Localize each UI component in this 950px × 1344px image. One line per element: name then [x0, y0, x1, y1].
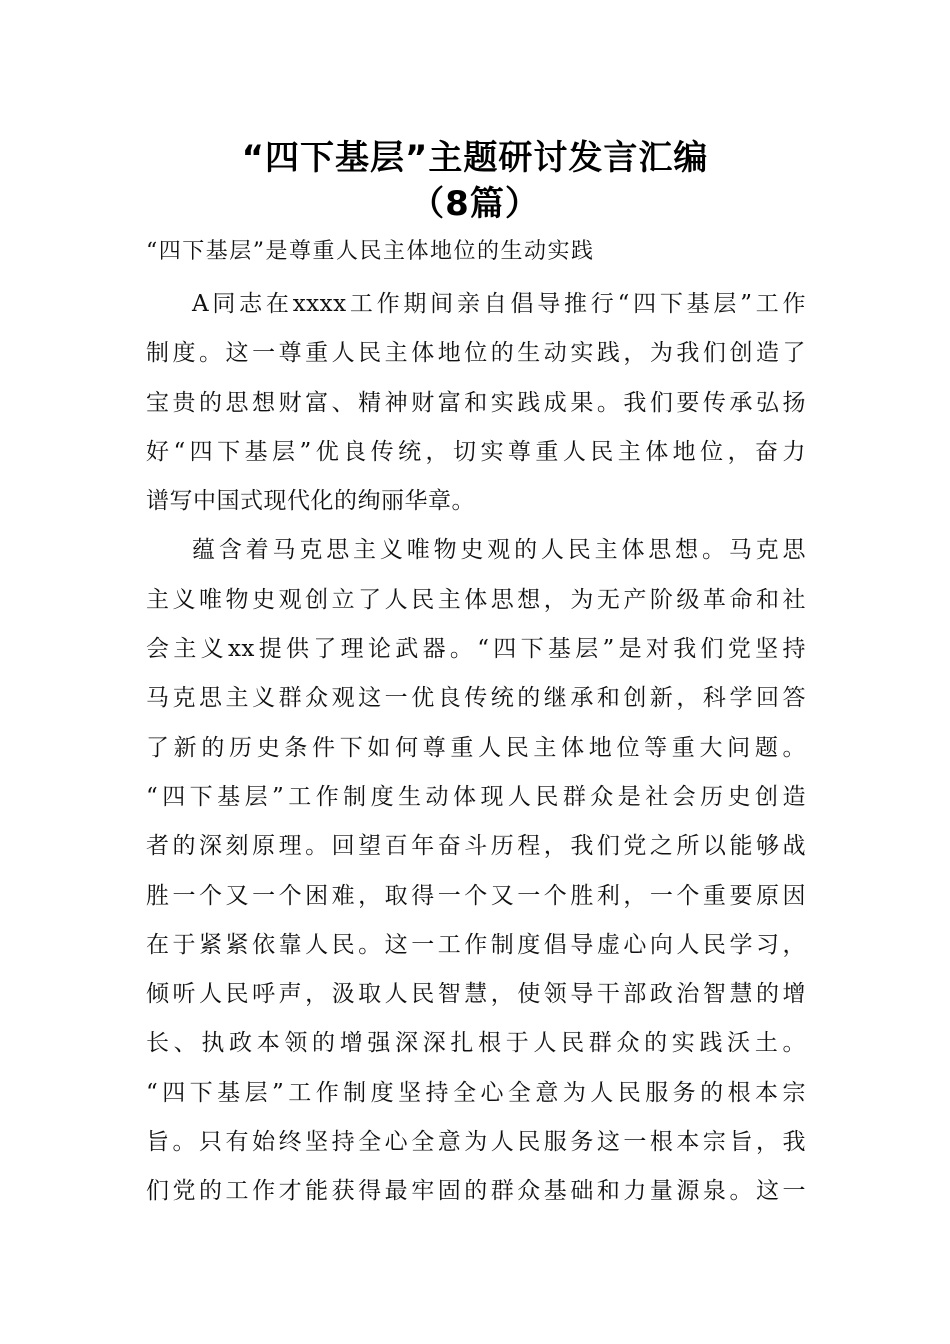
paragraph-line: 胜一个又一个困难，取得一个又一个胜利，一个重要原因	[146, 882, 806, 909]
paragraph-line: 好“四下基层”优良传统，切实尊重人民主体地位，奋力	[146, 438, 806, 465]
paragraph-line: 会主义xx提供了理论武器。“四下基层”是对我们党坚持	[146, 636, 806, 663]
paragraph-line: 者的深刻原理。回望百年奋斗历程，我们党之所以能够战	[146, 833, 806, 860]
paragraph-line: A同志在xxxx工作期间亲自倡导推行“四下基层”工作	[192, 291, 806, 317]
paragraph-line: 长、执政本领的增强深深扎根于人民群众的实践沃土。	[146, 1030, 806, 1057]
paragraph-line: 了新的历史条件下如何尊重人民主体地位等重大问题。	[146, 734, 806, 761]
paragraph-line: 倾听人民呼声，汲取人民智慧，使领导干部政治智慧的增	[146, 981, 806, 1008]
paragraph-line: 们党的工作才能获得最牢固的群众基础和力量源泉。这一	[146, 1178, 806, 1205]
paragraph-line: 旨。只有始终坚持全心全意为人民服务这一根本宗旨，我	[146, 1129, 806, 1156]
paragraph-line: 主义唯物史观创立了人民主体思想，为无产阶级革命和社	[146, 586, 806, 613]
section-heading: “四下基层”是尊重人民主体地位的生动实践	[146, 239, 595, 264]
paragraph-line: “四下基层”工作制度生动体现人民群众是社会历史创造	[146, 783, 806, 810]
document-body	[146, 280, 806, 1217]
paragraph-line: 宝贵的思想财富、精神财富和实践成果。我们要传承弘扬	[146, 389, 806, 416]
paragraph-line: 谱写中国式现代化的绚丽华章。	[146, 488, 475, 515]
document-title: “四下基层”主题研讨发言汇编	[241, 138, 709, 178]
paragraph-line: 蕴含着马克思主义唯物史观的人民主体思想。马克思	[192, 537, 806, 564]
paragraph-line: 在于紧紧依靠人民。这一工作制度倡导虚心向人民学习，	[146, 931, 806, 958]
paragraph-line: “四下基层”工作制度坚持全心全意为人民服务的根本宗	[146, 1079, 806, 1106]
paragraph-line: 制度。这一尊重人民主体地位的生动实践，为我们创造了	[146, 340, 806, 367]
document-title-count: （8篇）	[410, 184, 540, 224]
paragraph-line: 马克思主义群众观这一优良传统的继承和创新，科学回答	[146, 685, 806, 712]
